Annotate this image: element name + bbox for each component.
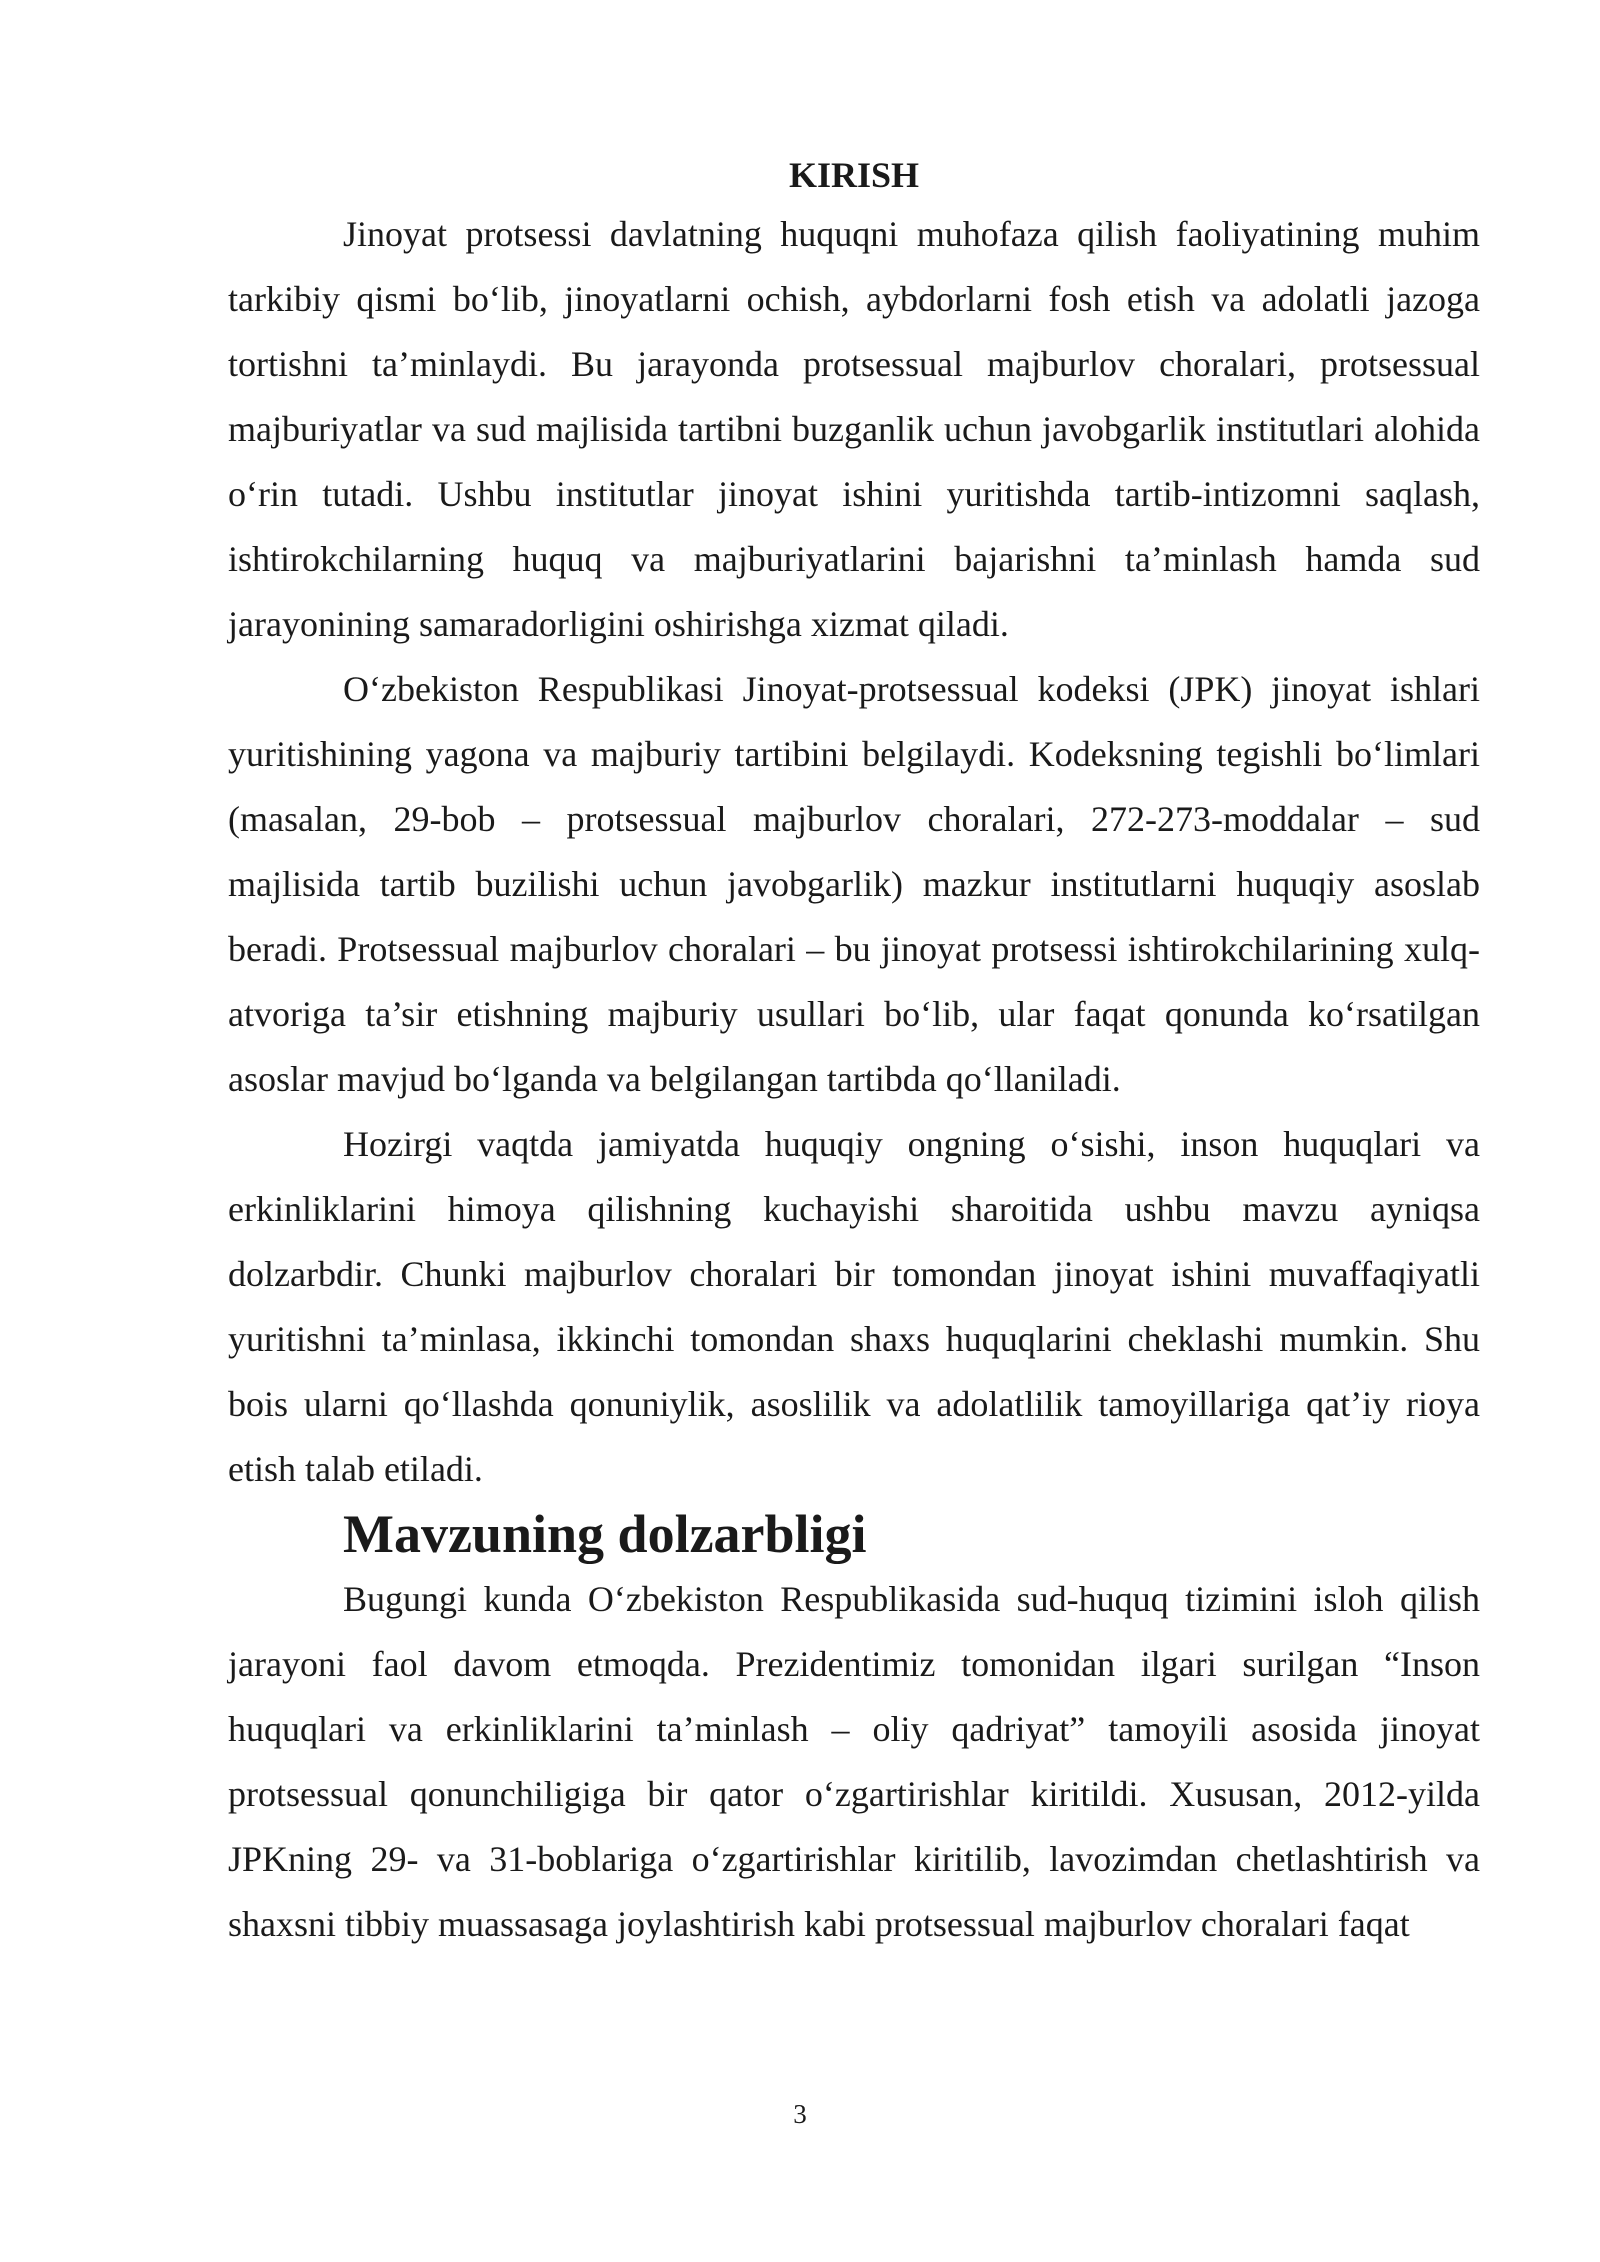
page-number: 3 — [793, 2099, 807, 2129]
page-title: KIRISH — [788, 155, 920, 195]
paragraph-1: Jinoyat protsessi davlatning huquqni muhofaza qilish faoliyatining muhim tarkibiy qismi bo‘lib, jinoyatlarni ochish, aybdorlarni fosh etish va adolatli jazoga tortishni ta’minlaydi. Bu jarayonda protsessual majburlov choralari, protsessual majburiyatlar va sud majlisida tartibni buzganlik uchun javobgarlik institutlari alohida o‘rin tutadi. Ushbu institutlar jinoyat ishini yuritishda tartib-intizomni saqlash, ishtirokchilarning huquq va majburiyatlarini bajarishni ta’minlash hamda sud jarayonining samaradorligini oshirishga xizmat qiladi. — [228, 214, 1480, 644]
section-heading: Mavzuning dolzarbligi — [343, 1504, 867, 1564]
paragraph-3: Hozirgi vaqtda jamiyatda huquqiy ongning o‘sishi, inson huquqlari va erkinliklarini himoya qilishning kuchayishi sharoitida ushbu mavzu ayniqsa dolzarbdir. Chunki majburlov choralari bir tomondan jinoyat ishini muvaffaqiyatli yuritishni ta’minlasa, ikkinchi tomondan shaxs huquqlarini cheklashi mumkin. Shu bois ularni qo‘llashda qonuniylik, asoslilik va adolatlilik tamoyillariga qat’iy rioya etish talab etiladi. — [228, 1124, 1480, 1489]
paragraph-2: O‘zbekiston Respublikasi Jinoyat-protsessual kodeksi (JPK) jinoyat ishlari yuritishining yagona va majburiy tartibini belgilaydi. Kodeksning tegishli bo‘limlari (masalan, 29-bob – protsessual majburlov choralari, 272-273-moddalar – sud majlisida tartib buzilishi uchun javobgarlik) mazkur institutlarni huquqiy asoslab beradi. Protsessual majburlov choralari – bu jinoyat protsessi ishtirokchilarining xulq-atvoriga ta’sir etishning majburiy usullari bo‘lib, ular faqat qonunda ko‘rsatilgan asoslar mavjud bo‘lganda va belgilangan tartibda qo‘llaniladi. — [228, 669, 1480, 1099]
section-paragraph: Bugungi kunda O‘zbekiston Respublikasida sud-huquq tizimini isloh qilish jarayoni faol davom etmoqda. Prezidentimiz tomonidan ilgari surilgan “Inson huquqlari va erkinliklarini ta’minlash – oliy qadriyat” tamoyili asosida jinoyat protsessual qonunchiligiga bir qator o‘zgartirishlar kiritildi. Xususan, 2012-yilda JPKning 29- va 31-boblariga o‘zgartirishlar kiritilib, lavozimdan chetlashtirish va shaxsni tibbiy muassasaga joylashtirish kabi protsessual majburlov choralari faqat — [228, 1579, 1480, 1944]
page-content — [228, 148, 1480, 1957]
